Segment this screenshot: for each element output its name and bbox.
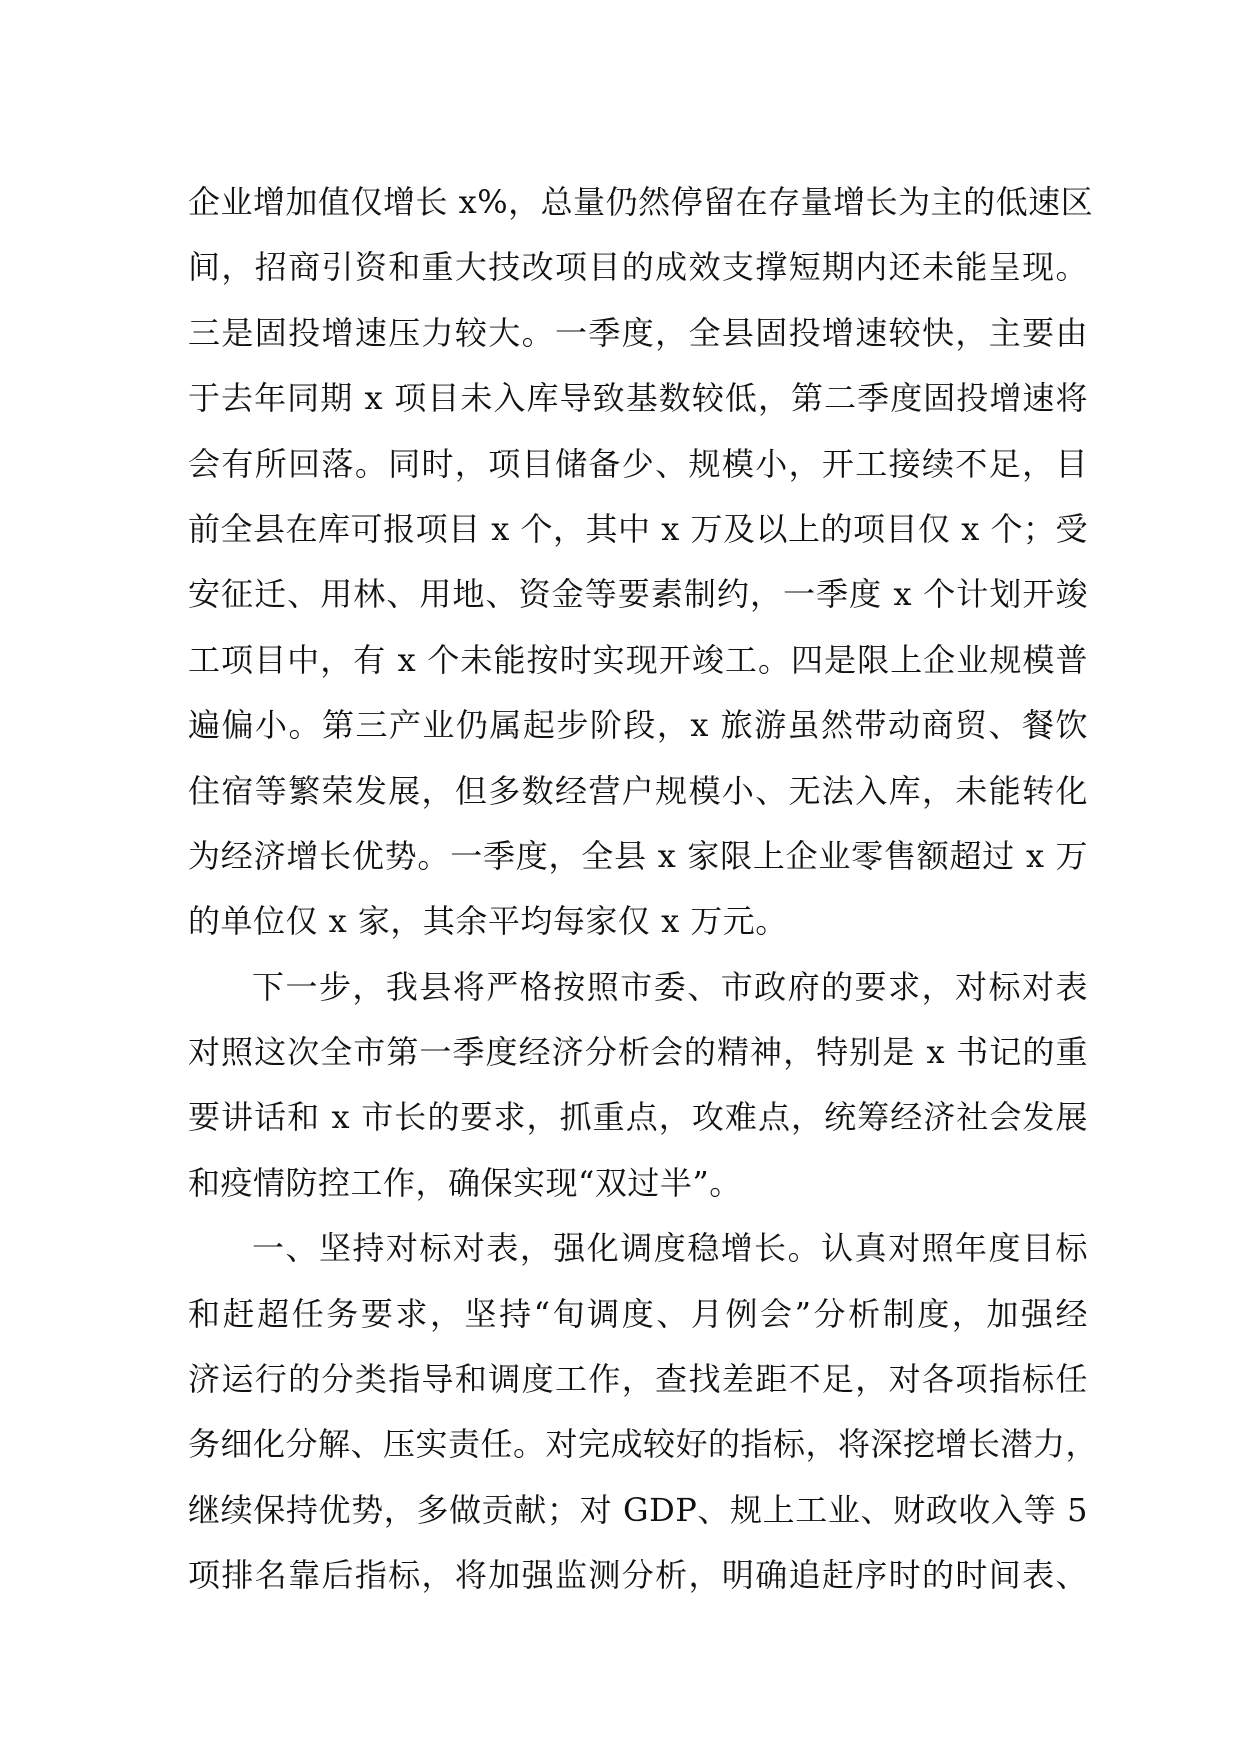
text-line: 企业增加值仅增长 x%，总量仍然停留在存量增长为主的低速区 <box>188 183 1094 221</box>
text-line: 间，招商引资和重大技改项目的成效支撑短期内还未能呈现。 <box>188 248 1088 287</box>
text-line: 对照这次全市第一季度经济分析会的精神，特别是 x 书记的重 <box>188 1033 1088 1072</box>
text-line: 于去年同期 x 项目未入库导致基数较低，第二季度固投增速将 <box>188 379 1088 418</box>
text-line: 三是固投增速压力较大。一季度，全县固投增速较快，主要由 <box>188 313 1088 352</box>
text-line: 项排名靠后指标，将加强监测分析，明确追赶序时的时间表、 <box>188 1556 1088 1595</box>
text-line: 和赶超任务要求，坚持“旬调度、月例会”分析制度，加强经 <box>188 1294 1088 1333</box>
text-line: 济运行的分类指导和调度工作，查找差距不足，对各项指标任 <box>188 1360 1088 1399</box>
text-line: 工项目中，有 x 个未能按时实现开竣工。四是限上企业规模普 <box>188 640 1088 679</box>
text-line: 要讲话和 x 市长的要求，抓重点，攻难点，统筹经济社会发展 <box>188 1098 1088 1137</box>
text-line: 遍偏小。第三产业仍属起步阶段，x 旅游虽然带动商贸、餐饮 <box>188 706 1088 745</box>
text-line: 和疫情防控工作，确保实现“双过半”。 <box>188 1163 742 1202</box>
text-line: 为经济增长优势。一季度，全县 x 家限上企业零售额超过 x 万 <box>188 836 1088 875</box>
text-line: 的单位仅 x 家，其余平均每家仅 x 万元。 <box>188 902 788 941</box>
text-line: 继续保持优势，多做贡献；对 GDP、规上工业、财政收入等 5 <box>188 1490 1088 1529</box>
paragraph-first-line: 下一步，我县将严格按照市委、市政府的要求，对标对表 <box>252 967 1088 1006</box>
text-line: 前全县在库可报项目 x 个，其中 x 万及以上的项目仅 x 个；受 <box>188 509 1088 548</box>
paragraph-first-line: 一、坚持对标对表，强化调度稳增长。认真对照年度目标 <box>252 1229 1088 1268</box>
text-line: 安征迁、用林、用地、资金等要素制约，一季度 x 个计划开竣 <box>188 575 1088 614</box>
body-text <box>188 170 1099 1609</box>
text-line: 会有所回落。同时，项目储备少、规模小，开工接续不足，目 <box>188 444 1088 483</box>
text-line: 住宿等繁荣发展，但多数经营户规模小、无法入库，未能转化 <box>188 771 1088 810</box>
text-line: 务细化分解、压实责任。对完成较好的指标，将深挖增长潜力， <box>188 1425 1099 1464</box>
